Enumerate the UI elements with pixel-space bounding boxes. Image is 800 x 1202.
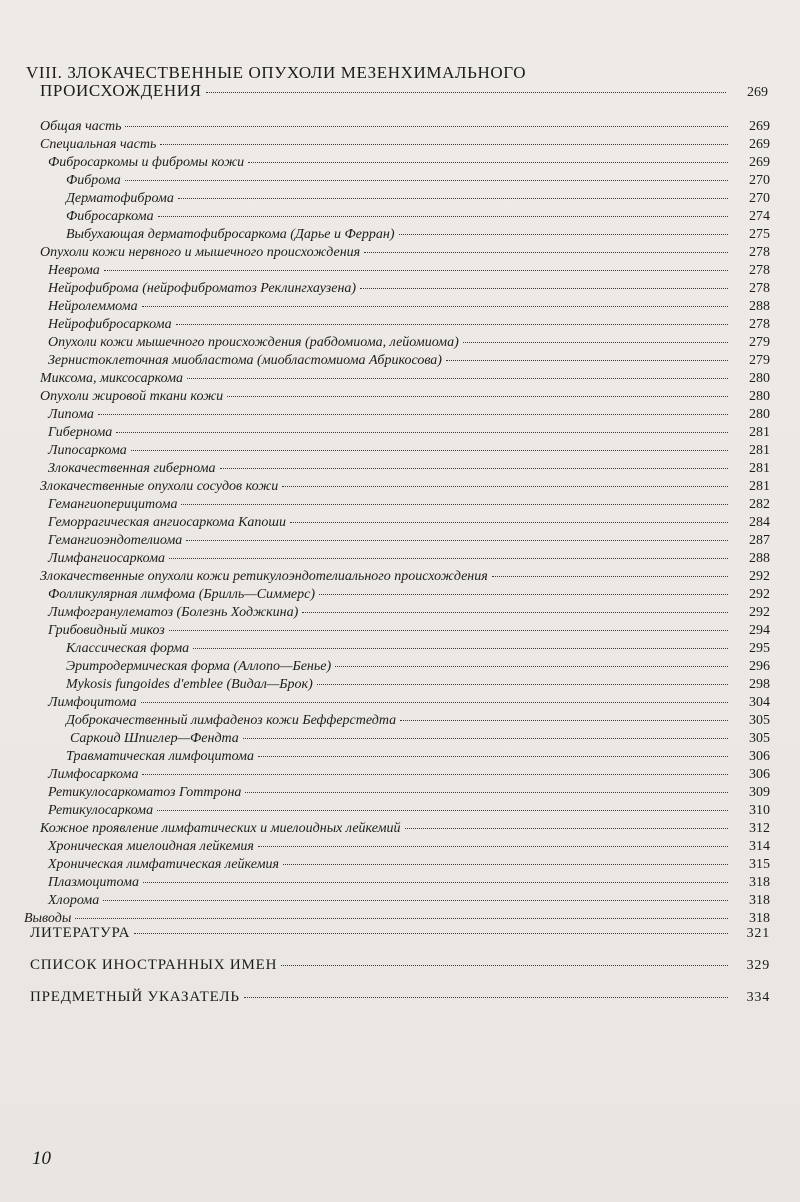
toc-entry-page: 275 — [749, 227, 770, 242]
toc-entry-title: Ретикулосаркома — [48, 803, 154, 818]
toc-entry-title: Опухоли кожи нервного и мышечного происхождения — [40, 245, 361, 260]
dot-leader — [181, 504, 728, 505]
dot-leader — [141, 702, 728, 703]
back-matter-title: ЛИТЕРАТУРА — [30, 925, 131, 941]
dot-leader — [244, 997, 728, 998]
chapter-title-line-2: ПРОИСХОЖДЕНИЯ — [40, 81, 202, 100]
toc-entry-title: Травматическая лимфоцитома — [66, 749, 254, 764]
toc-entry — [0, 424, 770, 442]
dot-leader — [143, 882, 728, 883]
toc-entry-page: 315 — [749, 857, 770, 872]
toc-entry-title: Кожное проявление лимфатических и миелоидных лейкемий — [40, 821, 401, 836]
toc-entry-title: Ретикулосаркоматоз Готтрона — [48, 785, 242, 800]
dot-leader — [282, 486, 728, 487]
toc-entry-title: Саркоид Шпиглер—Фендта — [70, 731, 239, 746]
dot-leader — [103, 900, 728, 901]
dot-leader — [193, 648, 728, 649]
toc-entry — [0, 712, 770, 730]
chapter-title-line-1: VIII. ЗЛОКАЧЕСТВЕННЫЕ ОПУХОЛИ МЕЗЕНХИМАЛЬНОГО — [26, 63, 527, 82]
toc-entry-page: 284 — [749, 515, 770, 530]
toc-entry-page: 278 — [749, 245, 770, 260]
toc-entry-title: Опухоли жировой ткани кожи — [40, 389, 224, 404]
back-matter-title: СПИСОК ИНОСТРАННЫХ ИМЕН — [30, 957, 278, 973]
dot-leader — [319, 594, 728, 595]
toc-entry-page: 279 — [749, 353, 770, 368]
toc-entry-page: 305 — [749, 731, 770, 746]
toc-entry-page: 312 — [749, 821, 770, 836]
dot-leader — [206, 92, 726, 93]
toc-entry-title: Неврома — [48, 263, 100, 278]
dot-leader — [160, 144, 728, 145]
dot-leader — [492, 576, 728, 577]
toc-entry-title: Фибросаркома — [66, 209, 154, 224]
dot-leader — [134, 933, 728, 934]
toc-entry — [0, 730, 770, 748]
toc-entry-title: Фиброма — [66, 173, 121, 188]
toc-entry — [0, 820, 770, 838]
toc-entry — [0, 802, 770, 820]
toc-entry-page: 298 — [749, 677, 770, 692]
dot-leader — [116, 432, 728, 433]
toc-entry-title: Доброкачественный лимфаденоз кожи Бефферстедта — [66, 713, 397, 728]
toc-entry — [0, 550, 770, 568]
toc-entry-title: Общая часть — [40, 119, 122, 134]
toc-entry — [0, 514, 770, 532]
toc-entry — [0, 568, 770, 586]
back-matter-entry — [0, 989, 770, 1006]
toc-entry-title: Специальная часть — [40, 137, 157, 152]
page-folio: 10 — [32, 1148, 51, 1169]
dot-leader — [245, 792, 728, 793]
toc-entry — [0, 640, 770, 658]
toc-entry — [0, 118, 770, 136]
toc-entry-page: 305 — [749, 713, 770, 728]
back-matter-title: ПРЕДМЕТНЫЙ УКАЗАТЕЛЬ — [30, 989, 240, 1005]
dot-leader — [243, 738, 728, 739]
toc-entry-title: Опухоли кожи мышечного происхождения (рабдомиома, лейомиома) — [48, 335, 459, 350]
toc-entry-title: Выбухающая дерматофибросаркома (Дарье и Ферран) — [66, 227, 395, 242]
dot-leader — [399, 234, 728, 235]
toc-entry — [0, 784, 770, 802]
dot-leader — [187, 378, 728, 379]
toc-entry — [0, 190, 770, 208]
toc-entry — [0, 622, 770, 640]
dot-leader — [186, 540, 728, 541]
dot-leader — [248, 162, 728, 163]
toc-entry-title: Фолликулярная лимфома (Брилль—Симмерс) — [48, 587, 316, 602]
toc-entry-page: 278 — [749, 281, 770, 296]
dot-leader — [169, 558, 728, 559]
toc-entry-title: Нейрофиброма (нейрофиброматоз Реклингхаузена) — [48, 281, 357, 296]
toc-entry-title: Лимфоцитома — [48, 695, 137, 710]
dot-leader — [302, 612, 728, 613]
toc-entry — [0, 352, 770, 370]
toc-entry-title: Хроническая миелоидная лейкемия — [48, 839, 254, 854]
toc-entry-title: Гибернома — [48, 425, 113, 440]
toc-entry-title: Липома — [48, 407, 94, 422]
dot-leader — [283, 864, 728, 865]
toc-entry — [0, 604, 770, 622]
dot-leader — [400, 720, 728, 721]
toc-entry-title: Фибросаркомы и фибромы кожи — [48, 155, 245, 170]
back-matter-page: 334 — [746, 990, 770, 1005]
toc-entry — [0, 406, 770, 424]
chapter-heading — [26, 64, 768, 102]
dot-leader — [104, 270, 728, 271]
toc-entry-page: 288 — [749, 551, 770, 566]
toc-entry-title: Хлорома — [48, 893, 100, 908]
toc-entry — [0, 244, 770, 262]
toc-entry — [0, 262, 770, 280]
toc-entry-title: Mykosis fungoides d'emblee (Видал—Брок) — [66, 677, 313, 692]
toc-entry-title: Злокачественные опухоли кожи ретикулоэндотелиального происхождения — [40, 569, 488, 584]
table-of-contents — [0, 118, 770, 928]
toc-entry-page: 292 — [749, 587, 770, 602]
toc-entry — [0, 838, 770, 856]
toc-entry — [0, 532, 770, 550]
dot-leader — [98, 414, 728, 415]
toc-entry — [0, 388, 770, 406]
toc-entry-title: Лимфогранулематоз (Болезнь Ходжкина) — [48, 605, 299, 620]
toc-entry — [0, 280, 770, 298]
toc-entries — [0, 118, 770, 928]
dot-leader — [157, 810, 728, 811]
dot-leader — [131, 450, 728, 451]
toc-entry-page: 318 — [749, 893, 770, 908]
toc-entry-page: 318 — [749, 875, 770, 890]
dot-leader — [142, 306, 728, 307]
toc-entry-page: 294 — [749, 623, 770, 638]
toc-entry-page: 269 — [749, 155, 770, 170]
toc-entry-page: 281 — [749, 461, 770, 476]
toc-entry-page: 281 — [749, 479, 770, 494]
toc-entry-title: Классическая форма — [66, 641, 190, 656]
toc-entry-title: Нейролеммома — [48, 299, 138, 314]
toc-entry-page: 270 — [749, 191, 770, 206]
toc-entry-page: 318 — [749, 911, 770, 926]
toc-entry — [0, 658, 770, 676]
toc-entry — [0, 586, 770, 604]
toc-entry-page: 296 — [749, 659, 770, 674]
toc-entry — [0, 226, 770, 244]
toc-entry-page: 280 — [749, 371, 770, 386]
toc-entry-page: 306 — [749, 767, 770, 782]
toc-entry — [0, 460, 770, 478]
toc-entry — [0, 694, 770, 712]
toc-entry — [0, 208, 770, 226]
toc-entry-page: 269 — [749, 137, 770, 152]
dot-leader — [335, 666, 728, 667]
dot-leader — [405, 828, 728, 829]
toc-entry — [0, 316, 770, 334]
toc-entry-page: 274 — [749, 209, 770, 224]
toc-entry — [0, 496, 770, 514]
back-matter-entry — [0, 925, 770, 942]
dot-leader — [125, 126, 728, 127]
dot-leader — [178, 198, 728, 199]
toc-entry-page: 270 — [749, 173, 770, 188]
toc-entry-title: Злокачественные опухоли сосудов кожи — [40, 479, 279, 494]
toc-entry-page: 314 — [749, 839, 770, 854]
dot-leader — [360, 288, 728, 289]
toc-entry — [0, 676, 770, 694]
toc-entry-page: 278 — [749, 263, 770, 278]
toc-entry-page: 281 — [749, 443, 770, 458]
toc-entry — [0, 874, 770, 892]
toc-entry-title: Плазмоцитома — [48, 875, 139, 890]
toc-entry — [0, 892, 770, 910]
dot-leader — [176, 324, 728, 325]
back-matter-entry — [0, 957, 770, 974]
toc-entry-title: Лимфосаркома — [48, 767, 139, 782]
toc-entry-page: 292 — [749, 605, 770, 620]
toc-entry-page: 278 — [749, 317, 770, 332]
dot-leader — [364, 252, 728, 253]
toc-entry-page: 304 — [749, 695, 770, 710]
toc-entry-title: Выводы — [24, 911, 72, 926]
dot-leader — [258, 756, 728, 757]
toc-entry — [0, 136, 770, 154]
dot-leader — [317, 684, 728, 685]
toc-entry-title: Лимфангиосаркома — [48, 551, 166, 566]
toc-entry-page: 288 — [749, 299, 770, 314]
dot-leader — [258, 846, 728, 847]
back-matter-page: 329 — [746, 958, 770, 973]
toc-entry-page: 292 — [749, 569, 770, 584]
toc-entry — [0, 298, 770, 316]
toc-entry-page: 279 — [749, 335, 770, 350]
toc-entry-page: 280 — [749, 389, 770, 404]
toc-entry — [0, 442, 770, 460]
dot-leader — [125, 180, 728, 181]
toc-entry-title: Гемангиоперицитома — [48, 497, 178, 512]
toc-entry-page: 306 — [749, 749, 770, 764]
toc-entry-title: Геморрагическая ангиосаркома Капоши — [48, 515, 286, 530]
dot-leader — [142, 774, 728, 775]
toc-entry-page: 309 — [749, 785, 770, 800]
dot-leader — [75, 918, 728, 919]
toc-entry — [0, 154, 770, 172]
toc-entry-title: Грибовидный микоз — [48, 623, 165, 638]
toc-entry-title: Эритродермическая форма (Аллопо—Бенье) — [66, 659, 332, 674]
toc-entry — [0, 856, 770, 874]
toc-entry-page: 310 — [749, 803, 770, 818]
dot-leader — [169, 630, 728, 631]
toc-entry — [0, 370, 770, 388]
toc-entry-title: Дерматофиброма — [66, 191, 174, 206]
toc-entry-page: 281 — [749, 425, 770, 440]
toc-entry-title: Миксома, миксосаркома — [40, 371, 184, 386]
dot-leader — [463, 342, 728, 343]
toc-entry-title: Нейрофибросаркома — [48, 317, 172, 332]
dot-leader — [446, 360, 728, 361]
chapter-page-number: 269 — [747, 85, 768, 100]
toc-entry-page: 280 — [749, 407, 770, 422]
chapter-title-line-2-row — [26, 82, 768, 102]
toc-entry-page: 295 — [749, 641, 770, 656]
toc-entry-page: 287 — [749, 533, 770, 548]
toc-entry-title: Хроническая лимфатическая лейкемия — [48, 857, 280, 872]
dot-leader — [290, 522, 728, 523]
toc-entry — [0, 172, 770, 190]
dot-leader — [158, 216, 728, 217]
toc-entry — [0, 748, 770, 766]
toc-entry — [0, 334, 770, 352]
toc-entry — [0, 478, 770, 496]
toc-entry-page: 282 — [749, 497, 770, 512]
dot-leader — [220, 468, 728, 469]
dot-leader — [227, 396, 728, 397]
toc-entry-title: Липосаркома — [48, 443, 127, 458]
toc-entry-page: 269 — [749, 119, 770, 134]
back-matter-page: 321 — [746, 926, 770, 941]
toc-entry-title: Зернистоклеточная миобластома (миобластомиома Абрикосова) — [48, 353, 442, 368]
toc-entry-title: Злокачественная гибернома — [48, 461, 216, 476]
dot-leader — [281, 965, 728, 966]
toc-entry-title: Гемангиоэндотелиома — [48, 533, 183, 548]
toc-entry — [0, 766, 770, 784]
